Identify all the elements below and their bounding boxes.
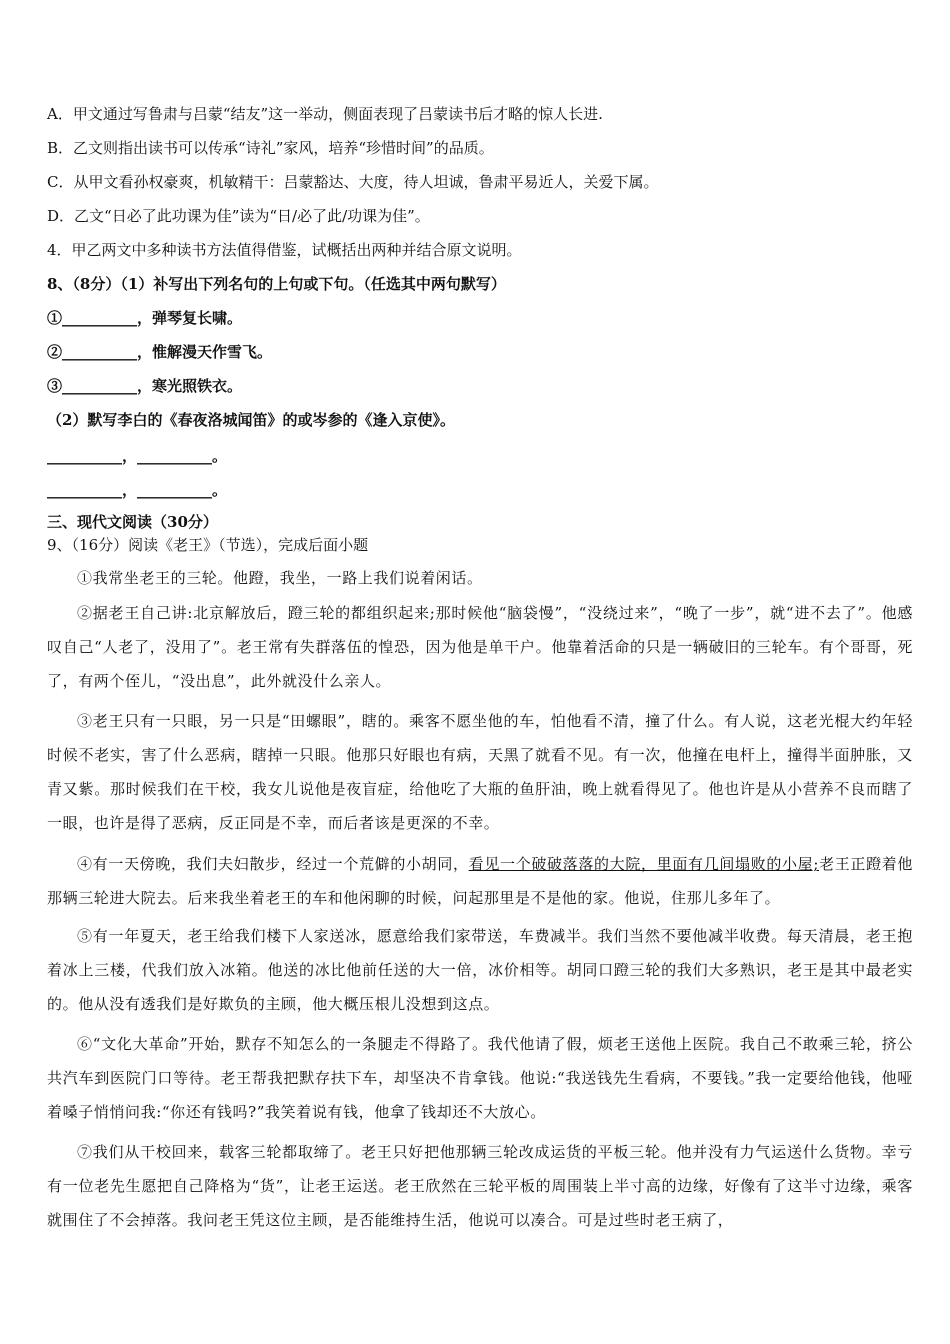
question-8-blank-3: ③__________，寒光照铁衣。	[47, 377, 243, 395]
option-c: C．从甲文看孙权豪爽，机敏精干：吕蒙豁达、大度，待人坦诚，鲁肃平易近人，关爱下属。	[47, 173, 659, 191]
question-9-heading: 9、（16分）阅读《老王》（节选），完成后面小题	[47, 536, 369, 554]
question-8-blank-2: ②__________，惟解漫天作雪飞。	[47, 343, 273, 361]
section-heading-modern-reading: 三、现代文阅读（30分）	[47, 513, 218, 531]
passage-paragraph-2: ②据老王自己讲:北京解放后，蹬三轮的都组织起来;那时候他“脑袋慢”，“没绕过来”，“晚了一步”，就“进不去了”。他感叹自己“人老了，没用了”。老王常有失群落伍的惶恐，因为他是单干户。他靠着活命的只是一辆破旧的三轮车。有个哥哥，死了，有两个侄儿，“没出息”，此外就没什么亲人。	[47, 604, 913, 690]
paragraph-4-lead: ④有一天傍晚，我们夫妇散步，经过一个荒僻的小胡同，	[77, 855, 469, 873]
passage-paragraph-3: ③老王只有一只眼，另一只是“田螺眼”，瞎的。乘客不愿坐他的车，怕他看不清，撞了什么。有人说，这老光棍大约年轻时候不老实，害了什么恶病，瞎掉一只眼。他那只好眼也有病，天黑了就看不见。有一次，他撞在电杆上，撞得半面肿胀，又青又紫。那时候我们在干校，我女儿说他是夜盲症，给他吃了大瓶的鱼肝油，晚上就看得见了。他也许是从小营养不良而瞎了一眼，也许是得了恶病，反正同是不幸，而后者该是更深的不幸。	[47, 712, 913, 832]
passage-paragraph-5: ⑤有一年夏天，老王给我们楼下人家送冰，愿意给我们家带送，车费减半。我们当然不要他减半收费。每天清晨，老王抱着冰上三楼，代我们放入冰箱。他送的冰比他前任送的大一倍，冰价相等。胡同口蹬三轮的我们大多熟识，老王是其中最老实的。他从没有透我们是好欺负的主顾，他大概压根儿没想到这点。	[47, 927, 913, 1013]
question-8-fill-line-1: __________，__________。	[47, 447, 228, 465]
passage-paragraph-4	[47, 847, 913, 915]
question-4: 4．甲乙两文中多种读书方法值得借鉴，试概括出两种并结合原文说明。	[47, 241, 522, 259]
question-8-heading: 8、（8分）（1）补写出下列名句的上句或下句。（任选其中两句默写）	[47, 275, 506, 293]
option-d: D．乙文“日必了此功课为佳”读为“日/必了此/功课为佳”。	[47, 207, 430, 225]
passage-paragraph-6: ⑥“文化大革命”开始，默存不知怎么的一条腿走不得路了。我代他请了假，烦老王送他上医院。我自己不敢乘三轮，挤公共汽车到医院门口等待。老王帮我把默存扶下车，却坚决不肯拿钱。他说:“我送钱先生看病，不要钱。”我一定要给他钱，他哑着嗓子悄悄问我:“你还有钱吗?”我笑着说有钱，他拿了钱却还不大放心。	[47, 1035, 913, 1121]
paragraph-4-underlined-sentence: 看见一个破破落落的大院，里面有几间塌败的小屋;	[468, 855, 819, 873]
option-a: A．甲文通过写鲁肃与吕蒙“结友”这一举动，侧面表现了吕蒙读书后才略的惊人长进.	[47, 105, 603, 123]
question-8-part-2: （2）默写李白的《春夜洛城闻笛》的或岑参的《逢入京使》。	[47, 411, 455, 429]
question-8-fill-line-2: __________，__________。	[47, 481, 228, 499]
question-8-blank-1: ①__________，弹琴复长啸。	[47, 309, 243, 327]
paragraph-4-rest: 老王正蹬着他那辆三轮进大院去。后来我坐着老王的车和他闲聊的时候，问起那里是不是他的家。他说，住那儿多年了。	[47, 855, 913, 907]
option-b: B．乙文则指出读书可以传承“诗礼”家风，培养“珍惜时间”的品质。	[47, 139, 494, 157]
passage-paragraph-7: ⑦我们从干校回来，载客三轮都取缔了。老王只好把他那辆三轮改成运货的平板三轮。他并没有力气运送什么货物。幸亏有一位老先生愿把自己降格为“货”，让老王运送。老王欣然在三轮平板的周围装上半寸高的边缘，好像有了这半寸边缘，乘客就围住了不会掉落。我问老王凭这位主顾，是否能维持生活，他说可以凑合。可是过些时老王病了，	[47, 1143, 913, 1229]
passage-paragraph-1: ①我常坐老王的三轮。他蹬，我坐，一路上我们说着闲话。	[77, 569, 483, 587]
